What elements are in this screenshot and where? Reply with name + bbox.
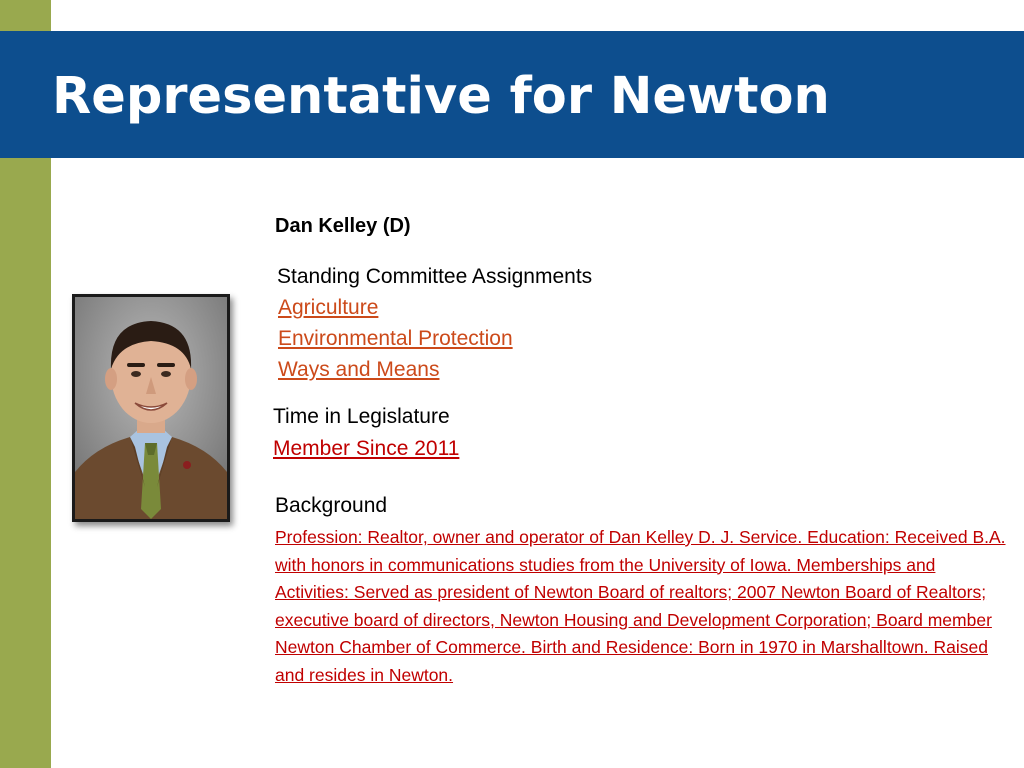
committee-link-ways-and-means[interactable]: Ways and Means xyxy=(278,358,440,381)
member-since-link[interactable]: Member Since 2011 xyxy=(273,437,460,460)
time-in-legislature-heading: Time in Legislature xyxy=(273,405,450,428)
slide-title: Representative for Newton xyxy=(52,67,830,126)
background-bio-link[interactable]: Profession: Realtor, owner and operator of Dan Kelley D. J. Service. Education: Received B.A. with honors in communications studies from the University of Iowa. Memberships and Activities: Served as president of Newton Board of realtors; 2007 Newton Board of Realtors; executive board of directors, Newton Housing and Development Corporation; Board member Newton Chamber of Commerce. Birth and Residence: Born in 1970 in Marshalltown. Raised and resides in Newton. xyxy=(275,527,1006,685)
committees-heading: Standing Committee Assignments xyxy=(277,265,593,288)
legislator-portrait xyxy=(72,294,230,522)
background-heading: Background xyxy=(275,494,388,517)
committee-link-agriculture[interactable]: Agriculture xyxy=(278,296,379,319)
committee-link-environmental-protection[interactable]: Environmental Protection xyxy=(278,327,513,350)
legislator-name: Dan Kelley (D) xyxy=(275,215,411,237)
